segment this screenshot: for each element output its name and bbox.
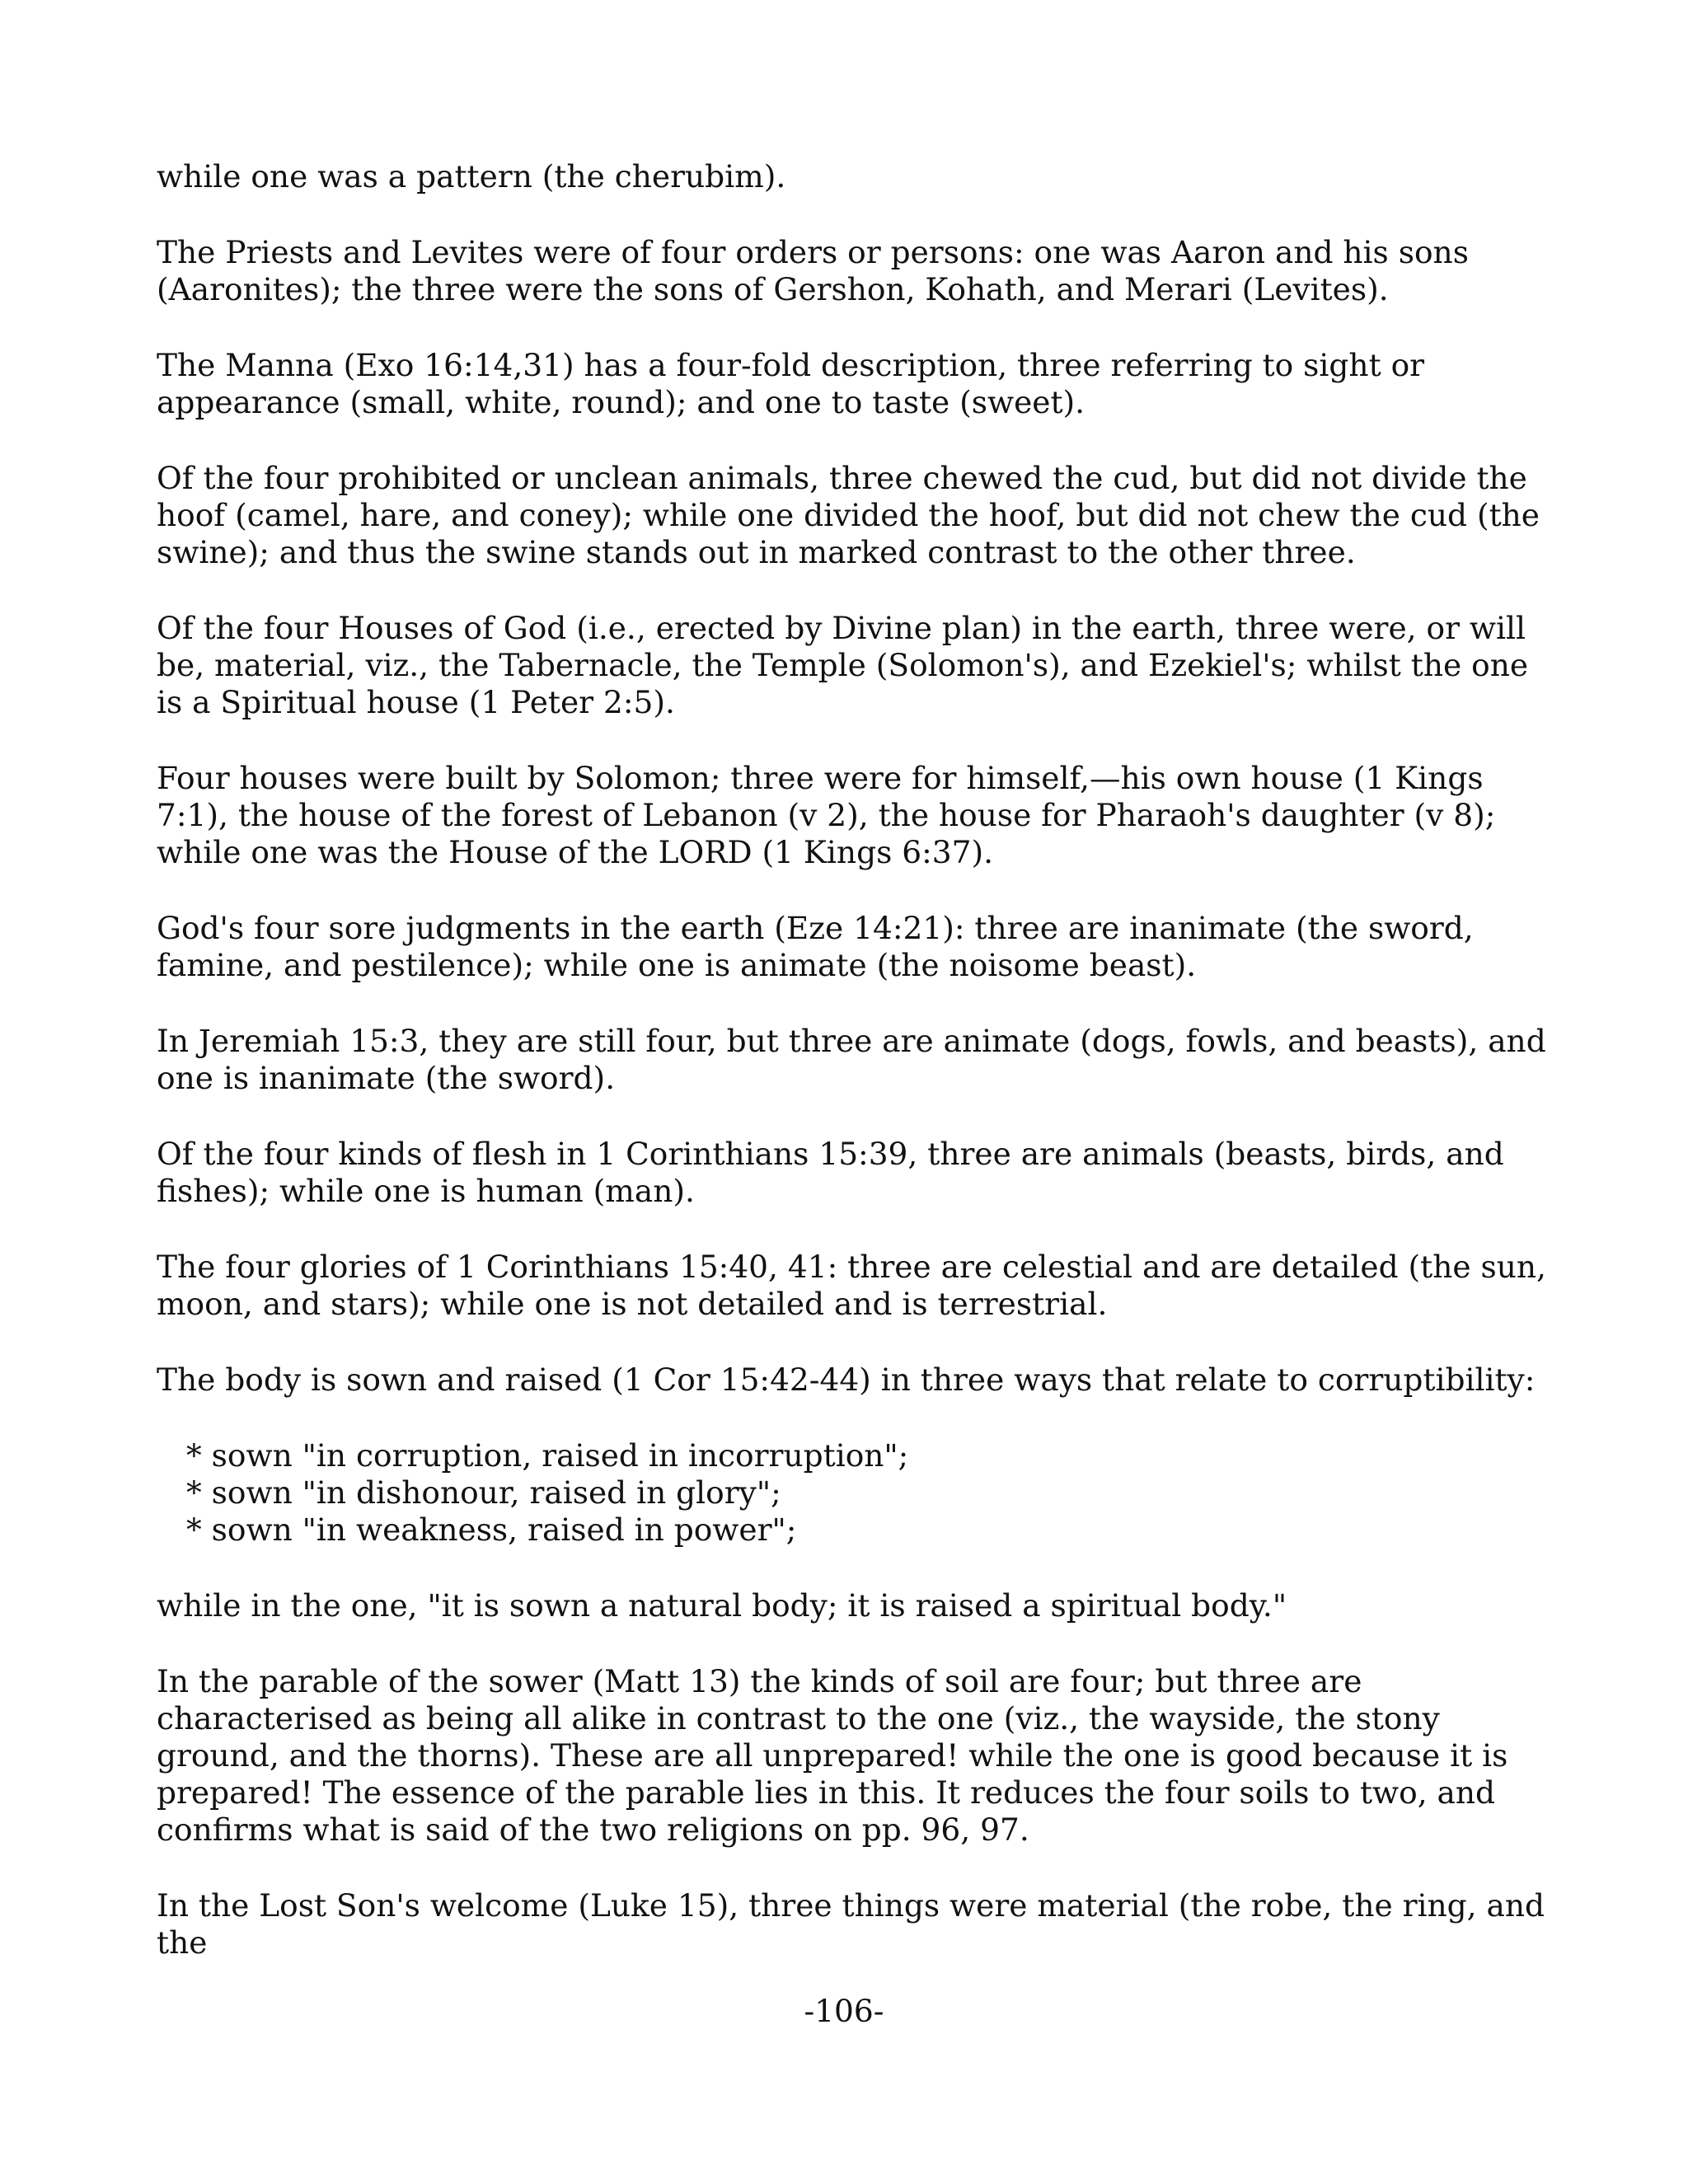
page-number: -106- <box>804 1993 884 2029</box>
paragraph-kinds-of-flesh: Of the four kinds of flesh in 1 Corinthians 15:39, three are animals (beasts, birds, and fishes); while one is human (man). <box>157 1136 1504 1209</box>
paragraph-natural-body: while in the one, "it is sown a natural body; it is raised a spiritual body." <box>157 1587 1287 1624</box>
paragraph-lost-son: In the Lost Son's welcome (Luke 15), three things were material (the robe, the ring, and the <box>157 1887 1545 1961</box>
paragraph-solomon-houses: Four houses were built by Solomon; three were for himself,—his own house (1 Kings 7:1), the house of the forest of Lebanon (v 2), the house for Pharaoh's daughter (v 8); while one was the House of the LORD (1 Kings 6:37). <box>157 760 1496 870</box>
paragraph-cherubim-continuation: while one was a pattern (the cherubim). <box>157 158 786 194</box>
paragraph-body-sown-raised: The body is sown and raised (1 Cor 15:42-44) in three ways that relate to corruptibility: <box>157 1361 1536 1398</box>
list-item: * sown "in weakness, raised in power"; <box>186 1511 797 1548</box>
paragraph-unclean-animals: Of the four prohibited or unclean animals, three chewed the cud, but did not divide the hoof (camel, hare, and coney); while one divided the hoof, but did not chew the cud (the swine); and thus the swine stands out in marked contrast to the other three. <box>157 460 1540 570</box>
paragraph-priests-levites: The Priests and Levites were of four orders or persons: one was Aaron and his sons (Aaronites); the three were the sons of Gershon, Kohath, and Merari (Levites). <box>157 234 1469 307</box>
paragraph-jeremiah: In Jeremiah 15:3, they are still four, but three are animate (dogs, fowls, and beasts), and one is inanimate (the sword). <box>157 1023 1546 1096</box>
paragraph-four-glories: The four glories of 1 Corinthians 15:40, 41: three are celestial and are detailed (the sun, moon, and stars); while one is not detailed and is terrestrial. <box>157 1249 1546 1322</box>
list-item: * sown "in dishonour, raised in glory"; <box>186 1474 781 1511</box>
corruptibility-list <box>157 1437 1550 1549</box>
list-item: * sown "in corruption, raised in incorruption"; <box>186 1437 909 1474</box>
paragraph-sore-judgments: God's four sore judgments in the earth (Eze 14:21): three are inanimate (the sword, famine, and pestilence); while one is animate (the noisome beast). <box>157 910 1474 983</box>
paragraph-houses-of-god: Of the four Houses of God (i.e., erected by Divine plan) in the earth, three were, or will be, material, viz., the Tabernacle, the Temple (Solomon's), and Ezekiel's; whilst the one is a Spiritual house (1 Peter 2:5). <box>157 610 1529 720</box>
paragraph-manna: The Manna (Exo 16:14,31) has a four-fold description, three referring to sight or appearance (small, white, round); and one to taste (sweet). <box>157 347 1425 420</box>
paragraph-parable-sower: In the parable of the sower (Matt 13) the kinds of soil are four; but three are characterised as being all alike in contrast to the one (viz., the wayside, the stony ground, and the thorns). These are all unprepared! while the one is good because it is prepared! The essence of the parable lies in this. It reduces the four soils to two, and confirms what is said of the two religions on pp. 96, 97. <box>157 1663 1508 1848</box>
page-body <box>157 158 1550 2000</box>
